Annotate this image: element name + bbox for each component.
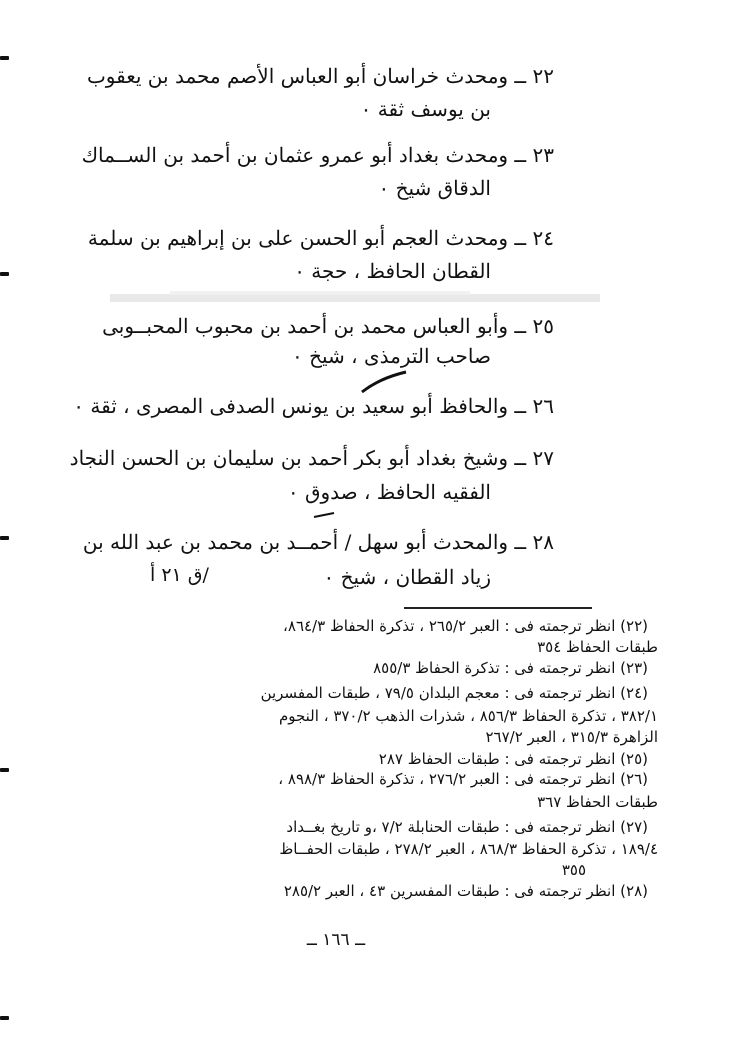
entry-23-line1: ٢٣ ــ ومحدث بغداد أبو عمرو عثمان بن أحمد بن الســماك [81, 143, 554, 167]
footnote-27-line3: ٣٥٥ [561, 861, 586, 879]
margin-mark [0, 1016, 9, 1020]
margin-mark [0, 768, 9, 772]
entry-25-line1: ٢٥ ــ وأبو العباس محمد بن أحمد بن محبوب المحبــوبى [102, 314, 554, 338]
footnote-24-line1: (٢٤) انظر ترجمته فى : معجم البلدان ٧٩/٥ ، طبقات المفسرين [260, 684, 648, 702]
footnote-24-line2: ٣٨٢/١ ، تذكرة الحفاظ ٨٥٦/٣ ، شذرات الذهب ٣٧٠/٢ ، النجوم [278, 707, 658, 725]
entry-23-line2: الدقاق شيخ ٠ [378, 176, 491, 200]
footnote-22-line2: طبقات الحفاظ ٣٥٤ [537, 638, 658, 656]
footnote-25: (٢٥) انظر ترجمته فى : طبقات الحفاظ ٢٨٧ [378, 750, 648, 768]
entry-22-line1: ٢٢ ــ ومحدث خراسان أبو العباس الأصم محمد بن يعقوب [86, 64, 554, 88]
pen-mark [312, 510, 336, 520]
margin-mark [0, 536, 9, 540]
footnote-22-line1: (٢٢) انظر ترجمته فى : العبر ٢٦٥/٢ ، تذكرة الحفاظ ٨٦٤/٣، [283, 617, 648, 635]
page-number: ــ ١٦٦ ــ [306, 930, 366, 950]
scan-smudge [110, 288, 600, 308]
entry-28-line2: زياد القطان ، شيخ ٠ [323, 565, 491, 589]
entry-28-line1: ٢٨ ــ والمحدث أبو سهل / أحمــد بن محمد بن عبد الله بن [82, 530, 554, 554]
footnote-rule [404, 607, 592, 609]
footnote-24-line3: الزاهرة ٣١٥/٣ ، العبر ٢٦٧/٢ [485, 728, 658, 746]
margin-mark [0, 56, 9, 60]
entry-26-line1: ٢٦ ــ والحافظ أبو سعيد بن يونس الصدفى المصرى ، ثقة ٠ [73, 394, 554, 418]
manuscript-folio-marker: /ق ٢١ أ [150, 564, 209, 586]
footnote-27-line1: (٢٧) انظر ترجمته فى : طبقات الحنابلة ٧/٢ ،و تاريخ بغــداد [286, 818, 648, 836]
footnote-28: (٢٨) انظر ترجمته فى : طبقات المفسرين ٤٣ ، العبر ٢٨٥/٢ [283, 882, 648, 900]
footnote-27-line2: ١٨٩/٤ ، تذكرة الحفاظ ٨٦٨/٣ ، العبر ٢٧٨/٢ ، طبقات الحفــاظ [279, 840, 658, 858]
entry-27-line2: الفقيه الحافظ ، صدوق ٠ [287, 480, 491, 504]
entry-27-line1: ٢٧ ــ وشيخ بغداد أبو بكر أحمد بن سليمان بن الحسن النجاد [69, 446, 554, 470]
footnote-23: (٢٣) انظر ترجمته فى : تذكرة الحفاظ ٨٥٥/٣ [373, 659, 648, 677]
margin-mark [0, 272, 9, 276]
entry-22-line2: بن يوسف ثقة ٠ [360, 97, 491, 121]
entry-24-line2: القطان الحافظ ، حجة ٠ [294, 259, 491, 283]
footnote-26-line1: (٢٦) انظر ترجمته فى : العبر ٢٧٦/٢ ، تذكرة الحفاظ ٨٩٨/٣ ، [278, 770, 648, 788]
entry-24-line1: ٢٤ ــ ومحدث العجم أبو الحسن على بن إبراهيم بن سلمة [87, 226, 554, 250]
footnote-26-line2: طبقات الحفاظ ٣٦٧ [537, 793, 658, 811]
entry-25-line2: صاحب الترمذى ، شيخ ٠ [291, 344, 491, 368]
pen-stroke [360, 370, 410, 394]
